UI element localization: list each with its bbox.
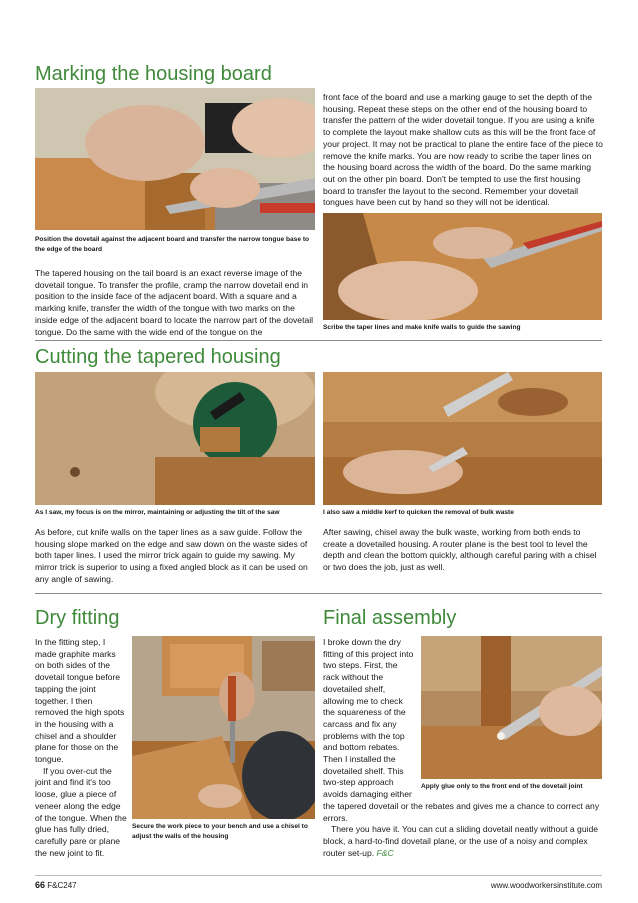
page-number: 66	[35, 880, 46, 890]
end-mark: F&C	[376, 847, 394, 858]
final-assembly-wide-text	[323, 801, 603, 860]
body-text: In the fitting step, I made graphite marks on both sides of the dovetail tongue before tapping the joint together. I then removed the high spots in the housing with a chisel and a shoulder plane for those on the tongue.	[35, 637, 125, 765]
final-assembly-narrow-text	[323, 637, 415, 801]
body-text: The tapered housing on the tail board is an exact reverse image of the dovetail tongue. To transfer the profile, cramp the narrow dovetail end in position to the inside face of the adjacent board. With a square and a marking knife, transfer the width of the tongue with two marks on the inside edge of the adjacent board to locate the narrow part of the dovetail tongue. Do the same with the wide end of the tongue on the	[35, 268, 314, 337]
photo-caption: Position the dovetail against the adjacent board and transfer the narrow tongue base to the edge of the board	[35, 236, 310, 253]
section-heading-final-assembly: Final assembly	[323, 607, 457, 629]
photo-middle-kerf	[323, 372, 602, 505]
body-text: There you have it. You can cut a sliding dovetail neatly without a guide block, a hard-to-find dovetail plane, or the use of a noisy and complex router set-up.	[323, 824, 599, 858]
photo-marking-tongue	[35, 88, 315, 230]
body-text: the tapered dovetail or the rebates and gives me a chance to correct any errors.	[323, 801, 600, 823]
body-text: As before, cut knife walls on the taper lines as a saw guide. Follow the housing slope marked on the edge and saw down on the waste sides of both taper lines. I used the mirror trick again to guide my sawing. My mirror trick is superior to using a fixed angled block as it can be used on any angle of sawing.	[35, 527, 308, 584]
photo-caption: Scribe the taper lines and make knife walls to guide the sawing	[323, 324, 521, 331]
photo-chisel-housing	[132, 636, 315, 819]
dry-fitting-text	[35, 637, 127, 859]
photo-caption: I also saw a middle kerf to quicken the removal of bulk waste	[323, 509, 514, 516]
issue-label: F&C247	[47, 881, 77, 890]
photo-caption: Apply glue only to the front end of the dovetail joint	[421, 783, 583, 790]
footer-divider	[35, 875, 602, 876]
body-text: I broke down the dry fitting of this project into two steps. First, the rack without the dovetailed shelf, allowing me to check the squareness of the carcass and fix any problems with the top and bottom rebates. Then I installed the dovetailed shelf. This two-step approach avoids damaging either	[323, 637, 414, 800]
body-text: If you over-cut the joint and find it's too loose, glue a piece of veneer along the edge of the tongue. When the glue has fully dried, carefully pare or plane the new joint to fit.	[35, 765, 127, 858]
body-text: After sawing, chisel away the bulk waste, working from both ends to create a dovetailed housing. A router plane is the best tool to level the depth and clean the bottom quickly, although careful paring with a chisel or two does the job, just as well.	[323, 527, 597, 573]
section-divider	[35, 340, 602, 341]
photo-scribe-taper	[323, 213, 602, 320]
section-heading-marking: Marking the housing board	[35, 63, 272, 85]
section-heading-cutting: Cutting the tapered housing	[35, 346, 281, 368]
photo-mirror-sawing	[35, 372, 315, 505]
photo-caption: Secure the work piece to your bench and use a chisel to adjust the walls of the housing	[132, 823, 308, 840]
footer-website: www.woodworkersinstitute.com	[490, 881, 602, 890]
photo-caption: As I saw, my focus is on the mirror, maintaining or adjusting the tilt of the saw	[35, 509, 280, 516]
section-divider	[35, 593, 602, 594]
footer-left	[35, 880, 77, 890]
body-text: front face of the board and use a marking gauge to set the depth of the housing. Repeat these steps on the other end of the housing board to transfer the pattern of the wider dovetail tongue. If you are using a knife to complete the layout make shallow cuts as this will be the front face of your project. It may not be practical to plane the entire face of the piece to remove the knife marks. You are now ready to scribe the taper lines on the housing board across the width of the board. Do the same marking out on the other pin board. Don't be tempted to use the first housing board to transfer the layout to the second. Remember your dovetail tongues have been cut by hand so they will not be identical.	[323, 92, 603, 208]
section-heading-dry-fitting: Dry fitting	[35, 607, 120, 629]
photo-apply-glue	[421, 636, 602, 779]
